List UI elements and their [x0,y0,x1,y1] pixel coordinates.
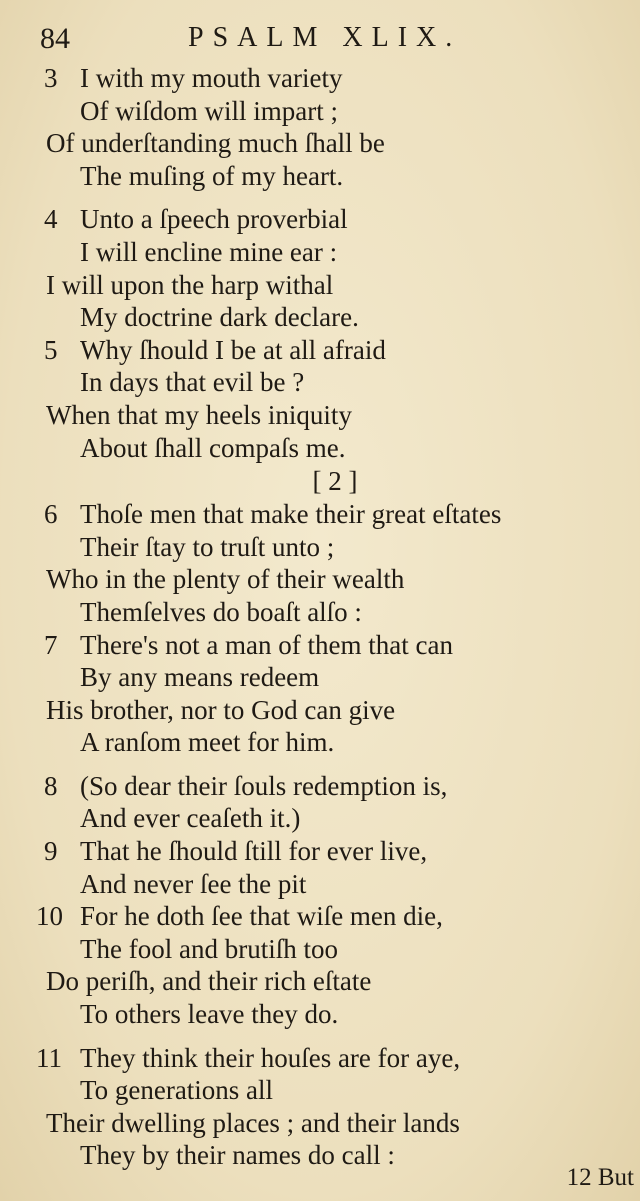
verse-line: Of underſtanding much ſhall be [46,128,385,159]
verse-line: A ranſom meet for him. [80,727,335,758]
verse-line: In days that evil be ? [80,367,305,398]
verse-number: 5 [44,334,58,365]
psalm-text [0,62,640,1172]
verse-line: To others leave they do. [80,999,339,1030]
verse-number: 3 [44,63,58,93]
verse-number: 4 [44,204,58,235]
verse-line: 5 Why ſhould I be at all afraid [44,334,386,365]
verse-line: 4 Unto a ſpeech proverbial [44,204,348,235]
verse-line: His brother, nor to God can give [46,694,396,725]
verse-line: By any means redeem [80,662,320,693]
verse-number: 8 [44,770,58,801]
verse-line: Of wiſdom will impart ; [80,95,338,126]
verse-line: Their ſtay to truſt unto ; [80,531,335,562]
verse-number: 9 [44,836,58,867]
verse-line: The muſing of my heart. [80,160,344,191]
catchword: 12 But [566,1164,634,1191]
verse-line: 8 (So dear their ſouls redemption is, [44,770,448,801]
verse-number: 6 [44,499,58,530]
verse-line: 3 I with my mouth variety [44,63,343,93]
verse-line: 10 For he doth ſee that wiſe men die, [36,901,443,932]
verse-line: 7 There's not a man of them that can [44,629,453,660]
verse-number: 10 [36,901,63,932]
verse-line: To generations all [80,1075,274,1106]
verse-line: Themſelves do boaſt alſo : [80,596,362,627]
verse-line: When that my heels iniquity [46,399,352,430]
verse-line: My doctrine dark declare. [80,302,359,333]
verse-number: 7 [44,629,58,660]
verse-line: I will encline mine ear : [80,236,338,267]
verse-line: Who in the plenty of their wealth [46,564,405,595]
verse-line: They by their names do call : [80,1140,395,1171]
verse-line: 11 They think their houſes are for aye, [36,1042,461,1073]
running-title: PSALM XLIX. [188,22,462,53]
verse-number: 11 [36,1042,62,1073]
verse-line: About ſhall compaſs me. [80,432,346,463]
verse-line: And never ſee the pit [80,868,307,899]
page-number: 84 [40,22,70,55]
verse-line: And ever ceaſeth it.) [80,803,301,834]
verse-line: 6 Thoſe men that make their great eſtates [44,499,502,530]
verse-line: The fool and brutiſh too [80,933,338,964]
page-header [0,22,640,58]
verse-line: Do periſh, and their rich eſtate [46,966,372,997]
section-mark: [ 2 ] [312,466,358,497]
verse-line: Their dwelling places ; and their lands [46,1107,460,1138]
verse-line: I will upon the harp withal [46,269,334,300]
verse-line: 9 That he ſhould ſtill for ever live, [44,836,428,867]
